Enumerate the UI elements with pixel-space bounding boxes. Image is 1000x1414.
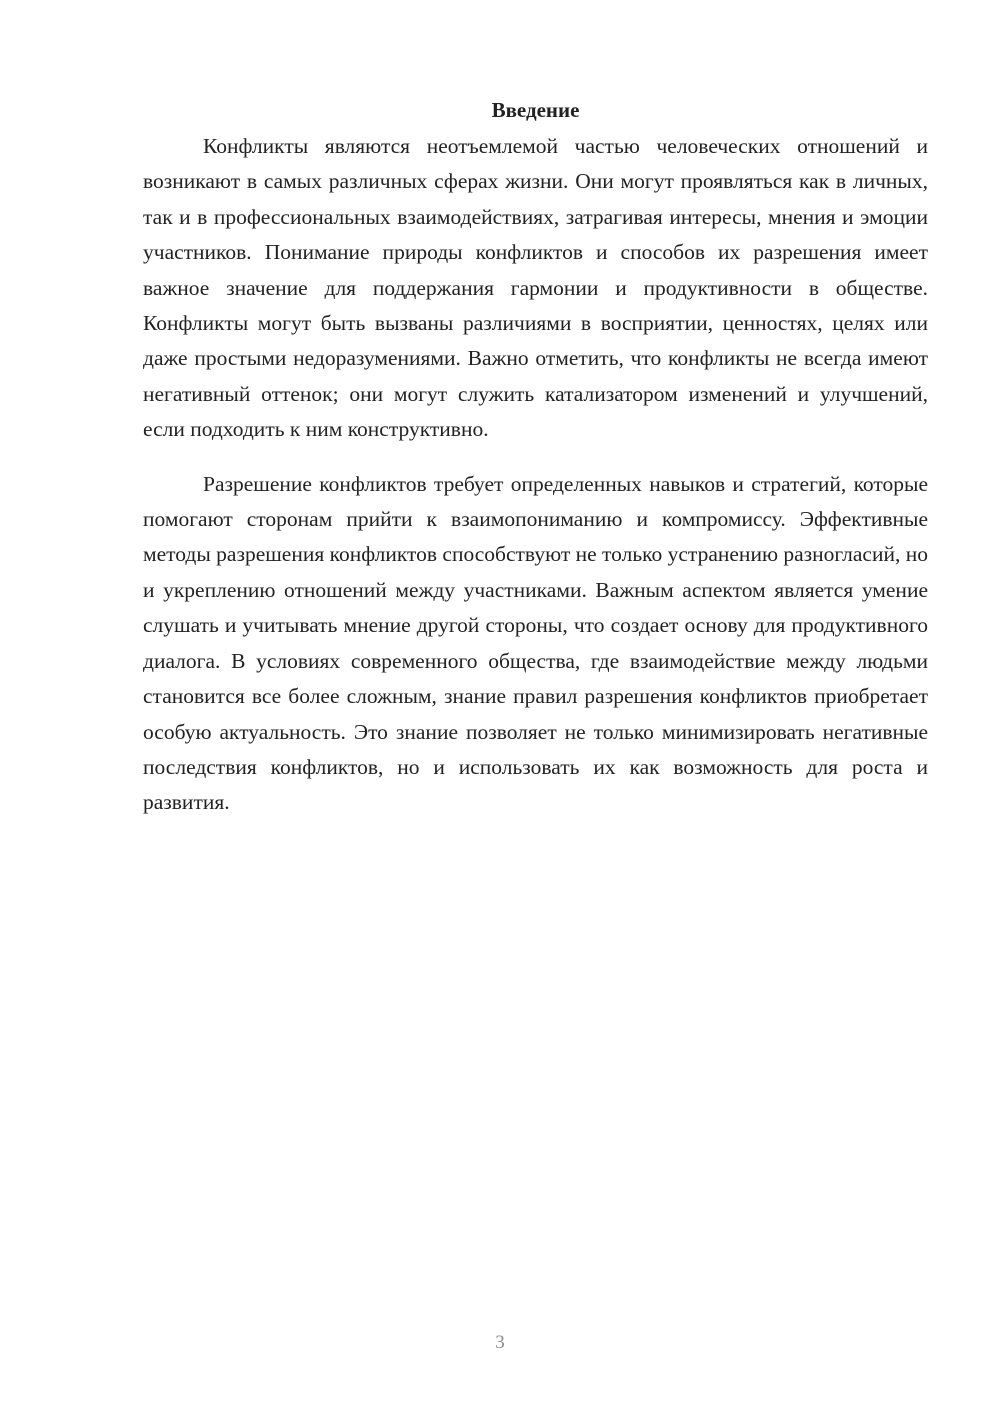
paragraph-1: Конфликты являются неотъемлемой частью человеческих отношений и возникают в самых различных сферах жизни. Они могут проявляться как в личных, так и в профессиональных взаимодействиях, затрагивая интересы, мнения и эмоции участников. Понимание природы конфликтов и способов их разрешения имеет важное значение для поддержания гармонии и продуктивности в обществе. Конфликты могут быть вызваны различиями в восприятии, ценностях, целях или даже простыми недоразумениями. Важно отметить, что конфликты не всегда имеют негативный оттенок; они могут служить катализатором изменений и улучшений, если подходить к ним конструктивно. [143, 134, 928, 442]
document-body [143, 95, 928, 821]
page-number: 3 [495, 1332, 505, 1353]
paragraph-2: Разрешение конфликтов требует определенных навыков и стратегий, которые помогают сторонам прийти к взаимопониманию и компромиссу. Эффективные методы разрешения конфликтов способствуют не только устранению разногласий, но и укреплению отношений между участниками. Важным аспектом является умение слушать и учитывать мнение другой стороны, что создает основу для продуктивного диалога. В условиях современного общества, где взаимодействие между людьми становится все более сложным, знание правил разрешения конфликтов приобретает особую актуальность. Это знание позволяет не только минимизировать негативные последствия конфликтов, но и использовать их как возможность для роста и развития. [143, 471, 928, 815]
page-title: Введение [491, 98, 580, 122]
